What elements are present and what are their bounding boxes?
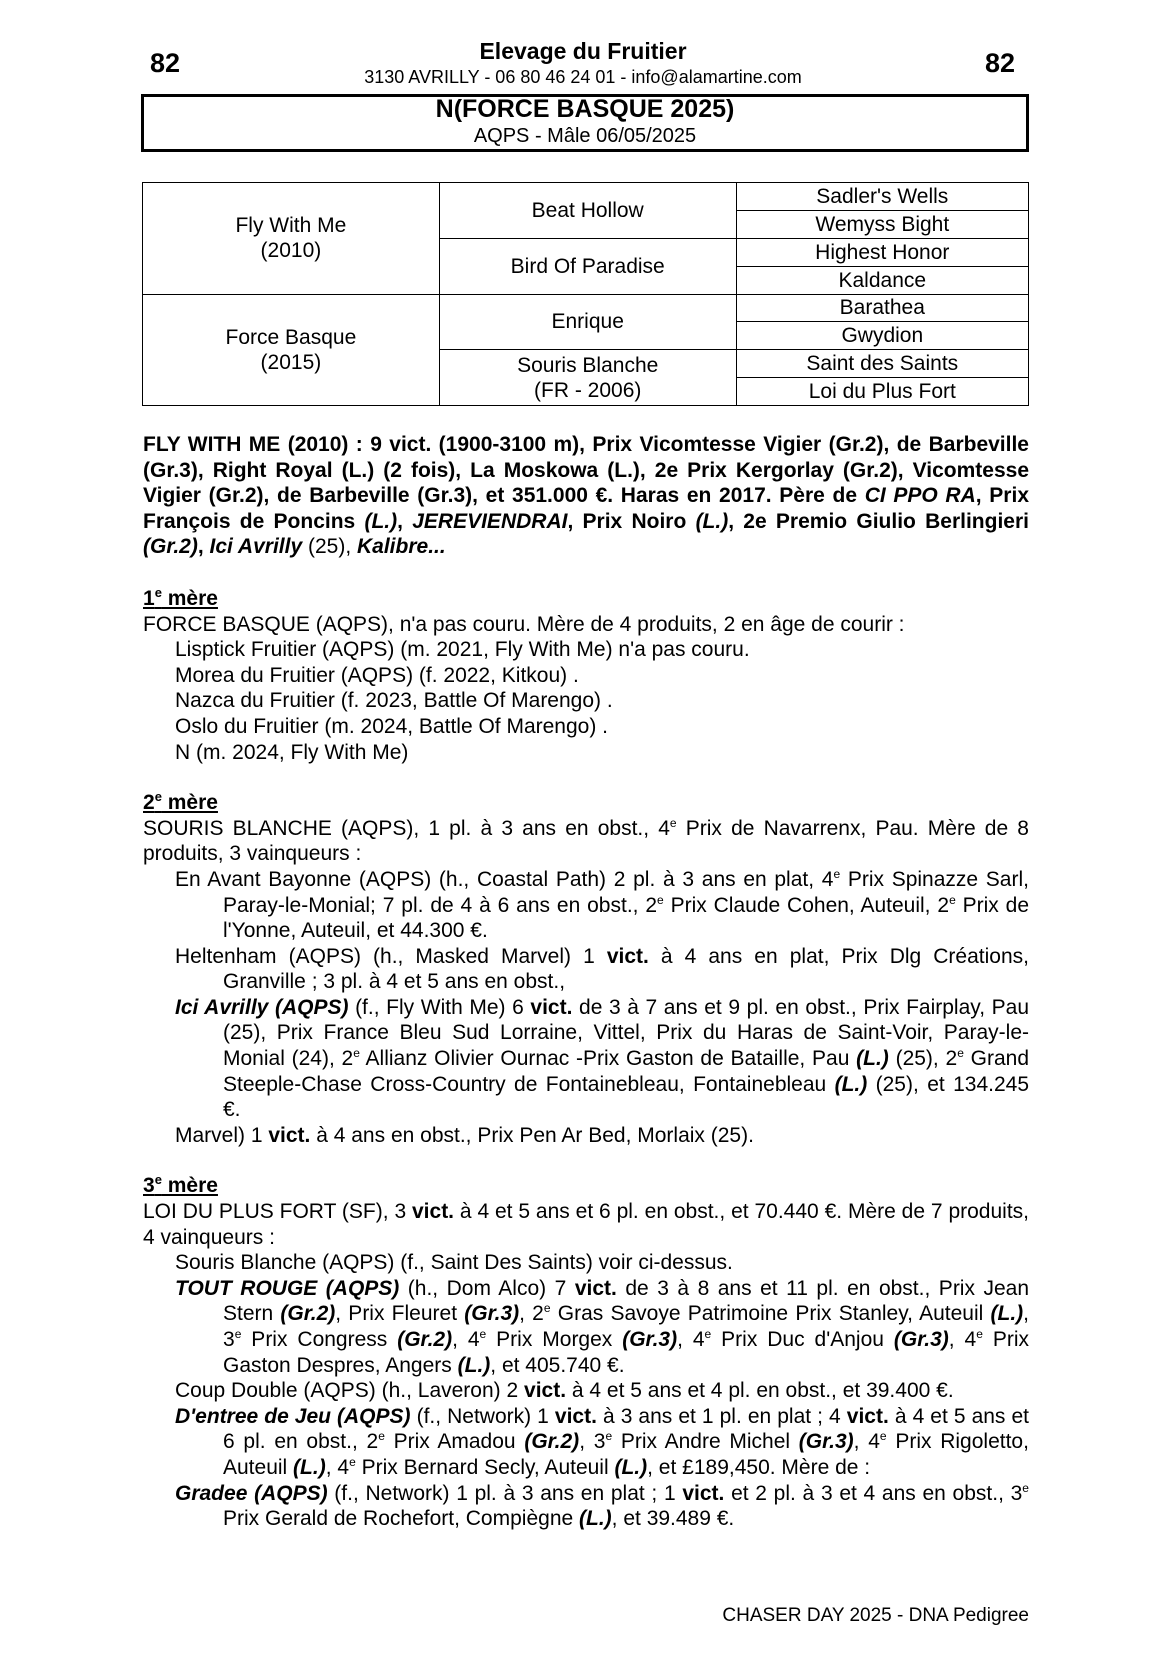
lot-title-box [141, 94, 1029, 152]
section-heading: 1e mère [143, 584, 218, 610]
gen2-name: Souris Blanche [517, 353, 659, 377]
section-heading: 2e mère [143, 789, 218, 815]
pedigree-table [142, 182, 1029, 406]
dam-name: Force Basque [225, 325, 357, 349]
produce-item: En Avant Bayonne (AQPS) (h., Coastal Path) 2 pl. à 3 ans en plat, 4e Prix Spinazze Sarl, Paray-le-Monial; 7 pl. de 4 à 6 ans en obst., 2e Prix Claude Cohen, Auteuil, 2e Prix de l'Yonne, Auteuil, et 44.300 €. [175, 866, 1030, 943]
sire-text: , Prix Noiro [567, 509, 696, 533]
gen2-extra: (FR - 2006) [534, 378, 642, 402]
produce-item: Ici Avrilly (AQPS) (f., Fly With Me) 6 vict. de 3 à 7 ans et 9 pl. en obst., Prix Fairplay, Pau (25), Prix France Bleu Sud Lorraine, Vittel, Prix du Haras de Saint-Voir, Paray-le-Monial (24), 2e Allianz Olivier Ournac -Prix Gaston de Bataille, Pau (L.) (25), 2e Grand Steeple-Chase Cross-Country de Fontainebleau, Fontainebleau (L.) (25), et 134.245 €. [175, 995, 1030, 1122]
sire-text: , 2e Premio Giulio Berlingieri [728, 509, 1029, 533]
produce-item: Morea du Fruitier (AQPS) (f. 2022, Kitkou) . [175, 663, 579, 687]
produce-item: Coup Double (AQPS) (h., Laveron) 2 vict. à 4 et 5 ans et 4 pl. en obst., et 39.400 €. [175, 1379, 954, 1403]
pedigree-gen2-cell [439, 183, 736, 239]
produce-name: CI PPO RA [864, 484, 976, 508]
race-grade: (L.) [364, 509, 398, 533]
produce-name: JEREVIENDRAI [412, 509, 568, 533]
page-footer: CHASER DAY 2025 - DNA Pedigree [722, 1605, 1029, 1626]
produce-name: Kalibre... [357, 535, 446, 559]
pedigree-gen3-cell: Loi du Plus Fort [736, 378, 1028, 406]
sire-text: FLY WITH ME (2010) : 9 vict. (1900-3100 m), Prix Vicomtesse Vigier (Gr.2), de Barbeville (Gr.3), Right Royal (L.) (2 fois), La Moskowa (L.), 2e Prix Kergorlay (Gr.2), Vicomtesse Vigier (Gr.2), de Barbeville (Gr.3), et 351.000 €. Haras en 2017. Père de [143, 433, 1029, 508]
first-dam-section [143, 586, 1029, 765]
sire-text: , Prix François de Poncins [143, 484, 1029, 533]
pedigree-gen3-cell: Gwydion [736, 322, 1028, 350]
sire-text: (25), [302, 535, 357, 559]
produce-item: TOUT ROUGE (AQPS) (h., Dom Alco) 7 vict. de 3 à 8 ans et 11 pl. en obst., Prix Jean Stern (Gr.2), Prix Fleuret (Gr.3), 2e Gras Savoye Patrimoine Prix Stanley, Auteuil (L.), 3e Prix Congress (Gr.2), 4e Prix Morgex (Gr.3), 4e Prix Duc d'Anjou (Gr.3), 4e Prix Gaston Despres, Angers (L.), et 405.740 €. [175, 1276, 1030, 1377]
section-heading: 3e mère [143, 1172, 218, 1198]
lot-subtitle: AQPS - Mâle 06/05/2025 [473, 125, 697, 147]
sire-summary [143, 432, 1029, 560]
pedigree-gen3-cell: Saint des Saints [736, 350, 1028, 378]
sire-year: (2010) [260, 239, 322, 263]
pedigree-gen2-cell [439, 294, 736, 350]
dam-intro: SOURIS BLANCHE (AQPS), 1 pl. à 3 ans en obst., 4e Prix de Navarrenx, Pau. Mère de 8 produits, 3 vainqueurs : [143, 815, 1029, 866]
catalogue-text [143, 432, 1029, 1532]
breeder-header [0, 36, 1166, 88]
pedigree-gen3-cell: Sadler's Wells [736, 183, 1028, 211]
pedigree-gen2-cell [439, 350, 736, 406]
pedigree-dam [143, 294, 440, 406]
sire-name: Fly With Me [235, 214, 347, 238]
produce-item: Heltenham (AQPS) (h., Masked Marvel) 1 vict. à 4 ans en plat, Prix Dlg Créations, Granville ; 3 pl. à 4 et 5 ans en obst., [175, 944, 1029, 994]
produce-item: Gradee (AQPS) (f., Network) 1 pl. à 3 ans en plat ; 1 vict. et 2 pl. à 3 et 4 ans en obst., 3e Prix Gerald de Rochefort, Compiègne (L.), et 39.489 €. [175, 1480, 1029, 1531]
third-dam-section [143, 1173, 1029, 1531]
produce-item: D'entree de Jeu (AQPS) (f., Network) 1 vict. à 3 ans et 1 pl. en plat ; 4 vict. à 4 et 5 ans et 6 pl. en obst., 2e Prix Amadou (Gr.2), 3e Prix Andre Michel (Gr.3), 4e Prix Rigoletto, Auteuil (L.), 4e Prix Bernard Secly, Auteuil (L.), et £189,450. Mère de : [175, 1404, 1029, 1479]
breeder-name: Elevage du Fruitier [479, 38, 687, 64]
race-grade: (Gr.2) [143, 535, 198, 559]
breeder-address: 3130 AVRILLY - 06 80 46 24 01 - info@alamartine.com [364, 67, 802, 87]
second-dam-section [143, 790, 1029, 1148]
pedigree-gen3-cell: Wemyss Bight [736, 210, 1028, 238]
pedigree-gen3-cell: Barathea [736, 294, 1028, 322]
produce-item: Lisptick Fruitier (AQPS) (m. 2021, Fly With Me) n'a pas couru. [175, 638, 750, 662]
pedigree-gen3-cell: Kaldance [736, 266, 1028, 294]
sire-text: , [197, 535, 210, 559]
lot-number-right: 82 [985, 48, 1016, 78]
lot-title: N(FORCE BASQUE 2025) [435, 95, 735, 123]
produce-name: Ici Avrilly [209, 535, 303, 559]
dam-intro: FORCE BASQUE (AQPS), n'a pas couru. Mère de 4 produits, 2 en âge de courir : [143, 612, 905, 636]
produce-item: Oslo du Fruitier (m. 2024, Battle Of Marengo) . [175, 714, 609, 738]
pedigree-gen2-cell [439, 238, 736, 294]
produce-item: Nazca du Fruitier (f. 2023, Battle Of Marengo) . [175, 689, 613, 713]
produce-item: Marvel) 1 vict. à 4 ans en obst., Prix Pen Ar Bed, Morlaix (25). [175, 1123, 754, 1147]
produce-item: Souris Blanche (AQPS) (f., Saint Des Saints) voir ci-dessus. [175, 1251, 733, 1275]
gen2-name: Beat Hollow [531, 198, 644, 222]
pedigree-sire [143, 183, 440, 295]
dam-intro: LOI DU PLUS FORT (SF), 3 vict. à 4 et 5 ans et 6 pl. en obst., et 70.440 €. Mère de 7 produits, 4 vainqueurs : [143, 1200, 1030, 1249]
gen2-name: Enrique [551, 310, 624, 334]
dam-year: (2015) [260, 350, 322, 374]
sire-text: , [397, 509, 413, 533]
gen2-name: Bird Of Paradise [510, 254, 665, 278]
pedigree-gen3-cell: Highest Honor [736, 238, 1028, 266]
lot-number-left: 82 [150, 48, 181, 78]
race-grade: (L.) [695, 509, 729, 533]
produce-item: N (m. 2024, Fly With Me) [175, 740, 409, 764]
